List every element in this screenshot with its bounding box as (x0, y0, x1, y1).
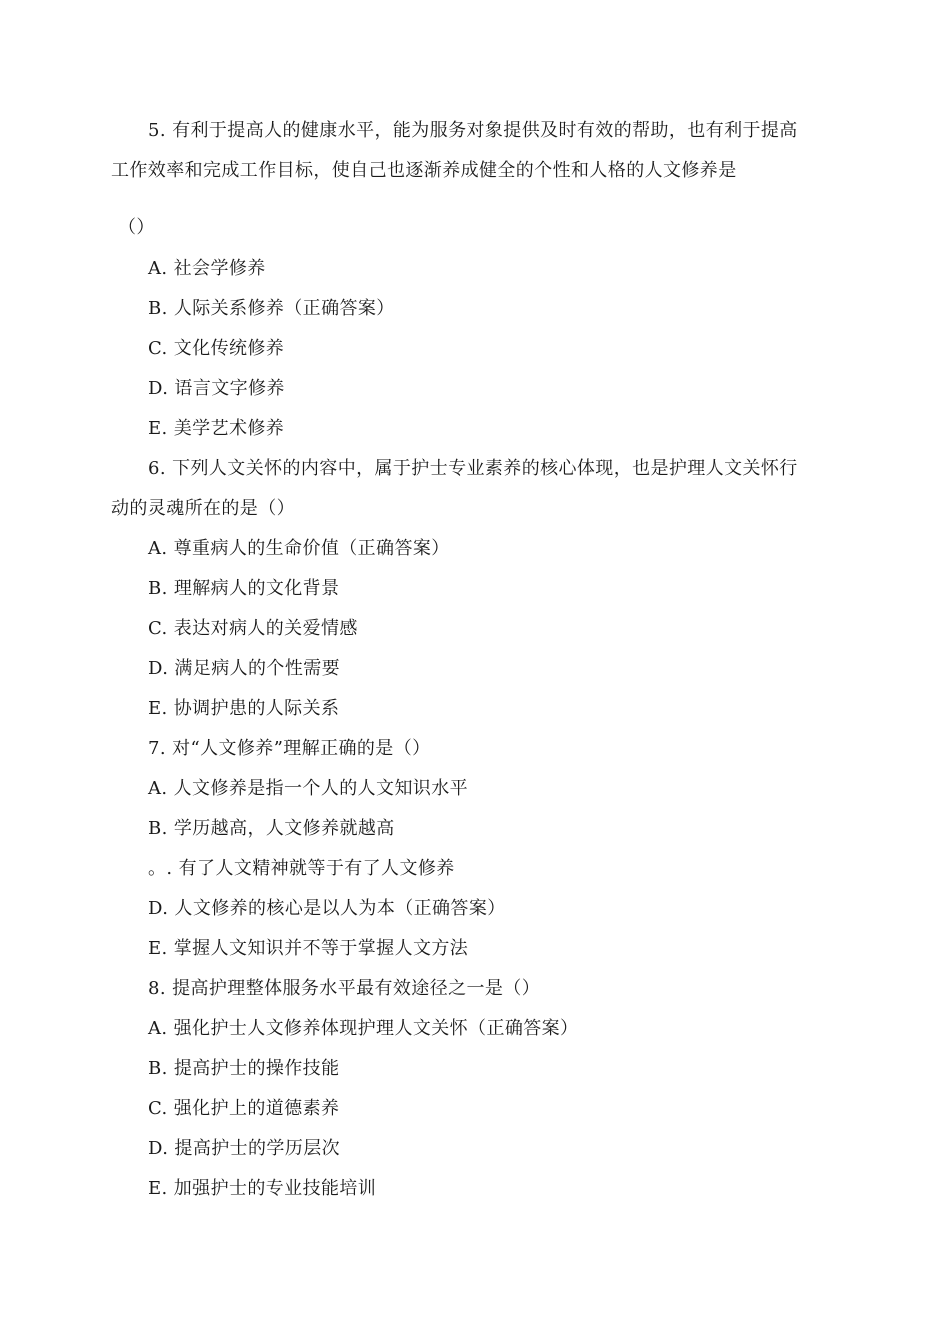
option-d: D. 提高护士的学历层次 (148, 1138, 341, 1159)
question-stem: 8. 提高护理整体服务水平最有效途径之一是（） (148, 978, 541, 999)
question-stem: 5. 有利于提高人的健康水平，能为服务对象提供及时有效的帮助，也有利于提高 (148, 120, 798, 141)
option-a: A. 人文修养是指一个人的人文知识水平 (148, 778, 469, 799)
option-c: 。. 有了人文精神就等于有了人文修养 (148, 858, 455, 879)
option-d: D. 满足病人的个性需要 (148, 658, 341, 679)
option-d: D. 语言文字修养 (148, 378, 285, 399)
question-stem: 工作效率和完成工作目标，使自己也逐渐养成健全的个性和人格的人文修养是 (111, 160, 737, 181)
option-e: E. 掌握人文知识并不等于掌握人文方法 (148, 938, 469, 959)
option-e: E. 美学艺术修养 (148, 418, 285, 439)
option-e: E. 加强护士的专业技能培训 (148, 1178, 377, 1199)
question-stem: 7. 对“人文修养”理解正确的是（） (148, 738, 431, 759)
option-b: B. 人际关系修养（正确答案） (148, 298, 395, 319)
question-stem: 6. 下列人文关怀的内容中，属于护士专业素养的核心体现，也是护理人文关怀行 (148, 458, 798, 479)
option-c: C. 表达对病人的关爱情感 (148, 618, 358, 639)
option-b: B. 学历越高，人文修养就越高 (148, 818, 395, 839)
option-e: E. 协调护患的人际关系 (148, 698, 340, 719)
question-stem: （） (118, 217, 155, 238)
option-a: A. 尊重病人的生命价值（正确答案） (148, 538, 450, 559)
question-stem: 动的灵魂所在的是（） (111, 498, 295, 519)
option-c: C. 文化传统修养 (148, 338, 285, 359)
option-b: B. 理解病人的文化背景 (148, 578, 340, 599)
option-b: B. 提高护士的操作技能 (148, 1058, 340, 1079)
option-c: C. 强化护上的道德素养 (148, 1098, 340, 1119)
option-a: A. 社会学修养 (148, 258, 266, 279)
option-a: A. 强化护士人文修养体现护理人文关怀（正确答案） (148, 1018, 579, 1039)
option-d: D. 人文修养的核心是以人为本（正确答案） (148, 898, 506, 919)
